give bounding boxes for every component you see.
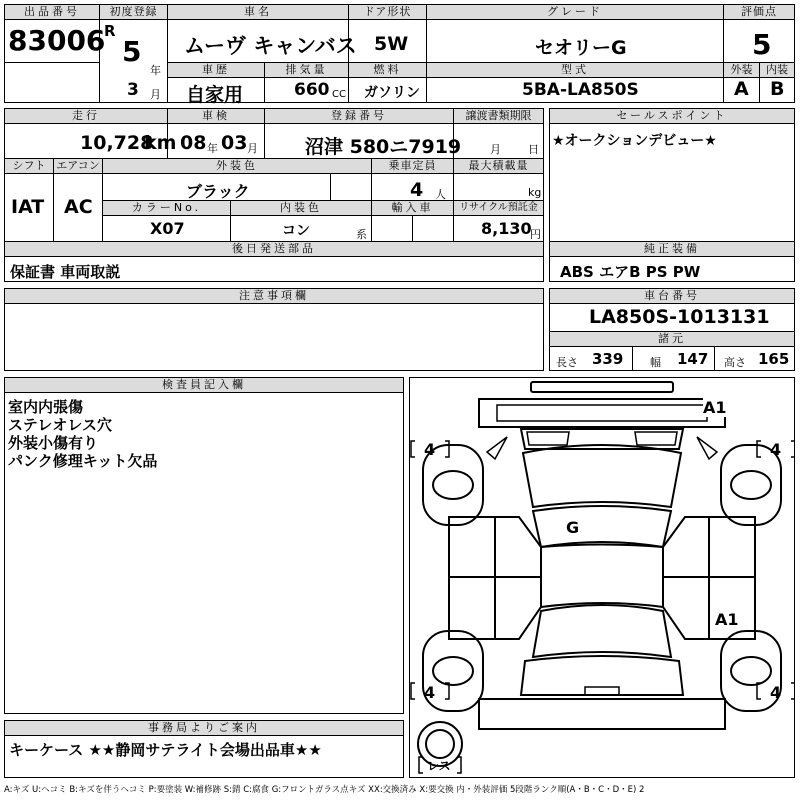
damage-mark-a1-rear: A1: [715, 610, 739, 629]
recycle: 8,130: [481, 219, 532, 238]
color-no-label: カラーNo.: [103, 201, 230, 216]
score-label: 評価点: [724, 5, 794, 20]
lot-number: 83006: [8, 24, 106, 57]
history-label: 車歴: [168, 63, 264, 78]
color-no: X07: [150, 219, 185, 238]
damage-mark-a1-front: A1: [703, 398, 727, 417]
genuine-equipment-label: 純正装備: [550, 242, 794, 257]
dims-label: 諸元: [550, 332, 794, 347]
tire-depth-rear-right: 4: [770, 683, 782, 702]
ac-label: エアコン: [54, 159, 102, 174]
exterior-label: 外装: [724, 63, 759, 78]
chassis-number: LA850S-1013131: [589, 306, 770, 328]
inspection-label: 車検: [168, 109, 264, 124]
height-label: 高さ: [724, 356, 746, 369]
tire-depth-rear-left: 4: [424, 683, 436, 702]
displacement-unit: CC: [332, 89, 346, 100]
mileage: 10,728: [80, 132, 154, 154]
inspector-label: 検査員記入欄: [5, 378, 403, 393]
shift: IAT: [11, 196, 45, 218]
ac: AC: [64, 196, 93, 218]
shift-label: シフト: [5, 159, 53, 174]
era-mark: R: [104, 22, 116, 40]
interior-color: コン: [282, 223, 310, 239]
capacity-label: 乗車定員: [372, 159, 453, 174]
capacity: 4: [410, 179, 424, 201]
sales-point-label: セールスポイント: [550, 109, 794, 124]
length: 339: [592, 350, 624, 368]
later-parts-label: 後日発送部品: [5, 242, 543, 257]
month-unit: 月: [150, 88, 161, 101]
inspection-month-unit: 月: [247, 142, 258, 155]
load-label: 最大積載量: [454, 159, 543, 174]
import-label: 輸入車: [372, 201, 453, 216]
year-unit: 年: [150, 64, 161, 77]
mileage-unit: km: [144, 132, 177, 154]
width-label: 幅: [650, 356, 661, 369]
model-code: 5BA-LA850S: [522, 80, 639, 100]
later-parts-value: 保証書 車両取説: [10, 263, 121, 281]
grade-label: グレード: [427, 5, 723, 20]
transfer-label: 譲渡書類期限: [454, 109, 543, 124]
first-reg-month: 3: [127, 80, 139, 100]
lot-label: 出品番号: [5, 5, 99, 20]
interior-label: 内装: [760, 63, 794, 78]
inspector-line: 外装小傷有り: [8, 434, 99, 452]
car-diagram: [409, 377, 795, 778]
spare-tire-status: レス: [427, 759, 451, 773]
transfer-month-unit: 月: [490, 143, 501, 156]
model-label: 型式: [427, 63, 723, 78]
first-reg-label: 初度登録: [100, 5, 167, 20]
inspector-line: ステレオレス穴: [8, 416, 112, 434]
plate: 沼津 580ニ7919: [305, 136, 462, 158]
recycle-label: リサイクル預託金: [454, 201, 543, 216]
door-label: ドア形状: [349, 5, 426, 20]
color: ブラック: [186, 182, 250, 201]
car-name: ムーヴ キャンバス: [184, 34, 357, 58]
mileage-label: 走行: [5, 109, 167, 124]
load-unit: kg: [528, 186, 542, 199]
tire-depth-front-right: 4: [770, 440, 782, 459]
office-value: キーケース ★★静岡サテライト会場出品車★★: [9, 741, 322, 759]
sales-point: ★オークションデビュー★: [552, 133, 717, 149]
fuel: ガソリン: [364, 85, 420, 101]
office-label: 事務局よりご案内: [5, 721, 403, 736]
chassis-label: 車台番号: [550, 289, 794, 304]
displacement: 660: [294, 80, 330, 100]
interior-color-unit: 系: [356, 228, 367, 241]
capacity-unit: 人: [435, 188, 446, 201]
history: 自家用: [186, 84, 244, 106]
genuine-equipment-value: ABS エアB PS PW: [560, 263, 701, 281]
inspector-line: 室内内張傷: [8, 398, 84, 416]
score: 5: [752, 28, 772, 61]
plate-label: 登録番号: [265, 109, 453, 124]
inspection-year: 08: [180, 132, 207, 154]
interior-grade: B: [770, 78, 785, 100]
inspection-month: 03: [221, 132, 248, 154]
width: 147: [677, 350, 709, 368]
height: 165: [758, 350, 790, 368]
damage-mark-g: G: [566, 518, 580, 537]
car-name-label: 車名: [168, 5, 348, 20]
inspector-line: パンク修理キット欠品: [8, 452, 158, 470]
interior-color-label: 内装色: [231, 201, 371, 216]
notes-label: 注意事項欄: [5, 289, 543, 304]
transfer-day-unit: 日: [528, 143, 539, 156]
inspection-year-unit: 年: [207, 142, 218, 155]
length-label: 長さ: [556, 356, 578, 369]
first-reg-year: 5: [122, 35, 142, 68]
door-type: 5W: [374, 33, 409, 55]
fuel-label: 燃料: [349, 63, 426, 78]
exterior-grade: A: [734, 78, 749, 100]
tire-depth-front-left: 4: [424, 440, 436, 459]
grade: セオリーG: [535, 37, 627, 59]
legend: A:キズ U:ヘコミ B:キズを伴うヘコミ P:要塗装 W:補修跡 S:錆 C:腐食 G:フロントガラス点キズ XX:交換済み X:要交換 内・外装評価 5段階ランク順(A・B・C・D・E) 2: [4, 785, 645, 795]
displacement-label: 排気量: [265, 63, 348, 78]
recycle-unit: 円: [530, 228, 541, 241]
color-label: 外装色: [103, 159, 371, 174]
